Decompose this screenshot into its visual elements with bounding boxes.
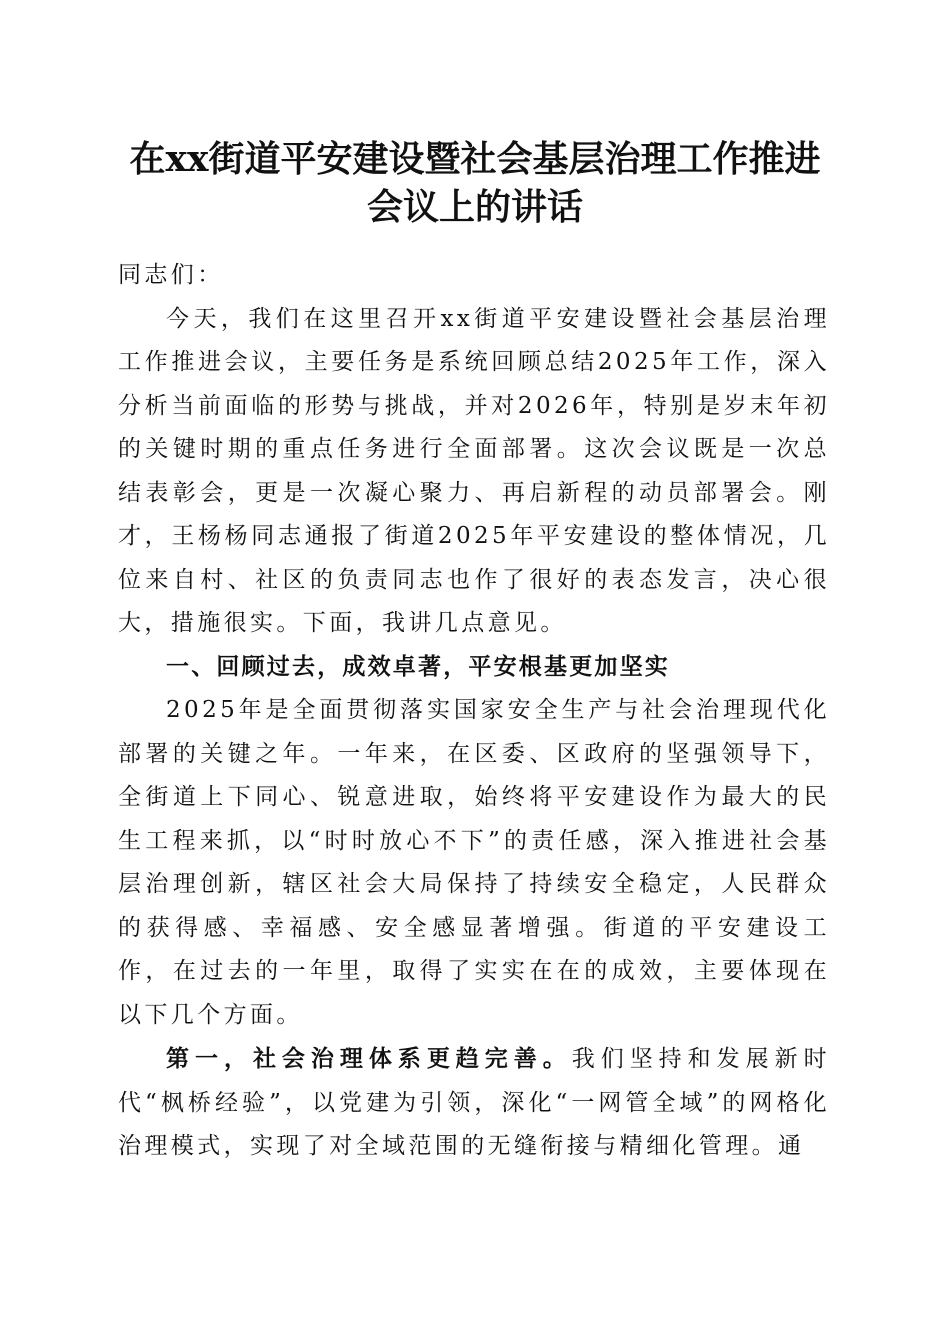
document-body	[118, 254, 830, 1169]
section-heading-1: 一、回顾过去，成效卓著，平安根基更加坚实	[166, 653, 670, 680]
document-title	[80, 135, 870, 231]
salutation: 同志们：	[118, 262, 224, 288]
title-line-2: 会议上的讲话	[366, 186, 583, 228]
paragraph-first-point	[118, 1037, 830, 1169]
title-line-1: 在xx街道平安建设暨社会基层治理工作推进	[129, 138, 821, 180]
paragraph-review: 2025年是全面贯彻落实国家安全生产与社会治理现代化部署的关键之年。一年来，在区委、区政府的坚强领导下，全街道上下同心、锐意进取，始终将平安建设作为最大的民生工程来抓，以“时时放心不下”的责任感，深入推进社会基层治理创新，辖区社会大局保持了持续安全稳定，人民群众的获得感、幸福感、安全感显著增强。街道的平安建设工作，在过去的一年里，取得了实实在在的成效，主要体现在以下几个方面。	[118, 697, 830, 1028]
paragraph-intro: 今天，我们在这里召开xx街道平安建设暨社会基层治理工作推进会议，主要任务是系统回顾总结2025年工作，深入分析当前面临的形势与挑战，并对2026年，特别是岁末年初的关键时期的重点任务进行全面部署。这次会议既是一次总结表彰会，更是一次凝心聚力、再启新程的动员部署会。刚才，王杨杨同志通报了街道2025年平安建设的整体情况，几位来自村、社区的负责同志也作了很好的表态发言，决心很大，措施很实。下面，我讲几点意见。	[118, 305, 830, 636]
first-point-lead-in: 第一，社会治理体系更趋完善。	[166, 1045, 572, 1072]
first-point-text: 我们坚持和发展新时代“枫桥经验”，以党建为引领，深化“一网管全域”的网格化治理模式，实现了对全域范围的无缝衔接与精细化管理。通	[118, 1046, 830, 1159]
